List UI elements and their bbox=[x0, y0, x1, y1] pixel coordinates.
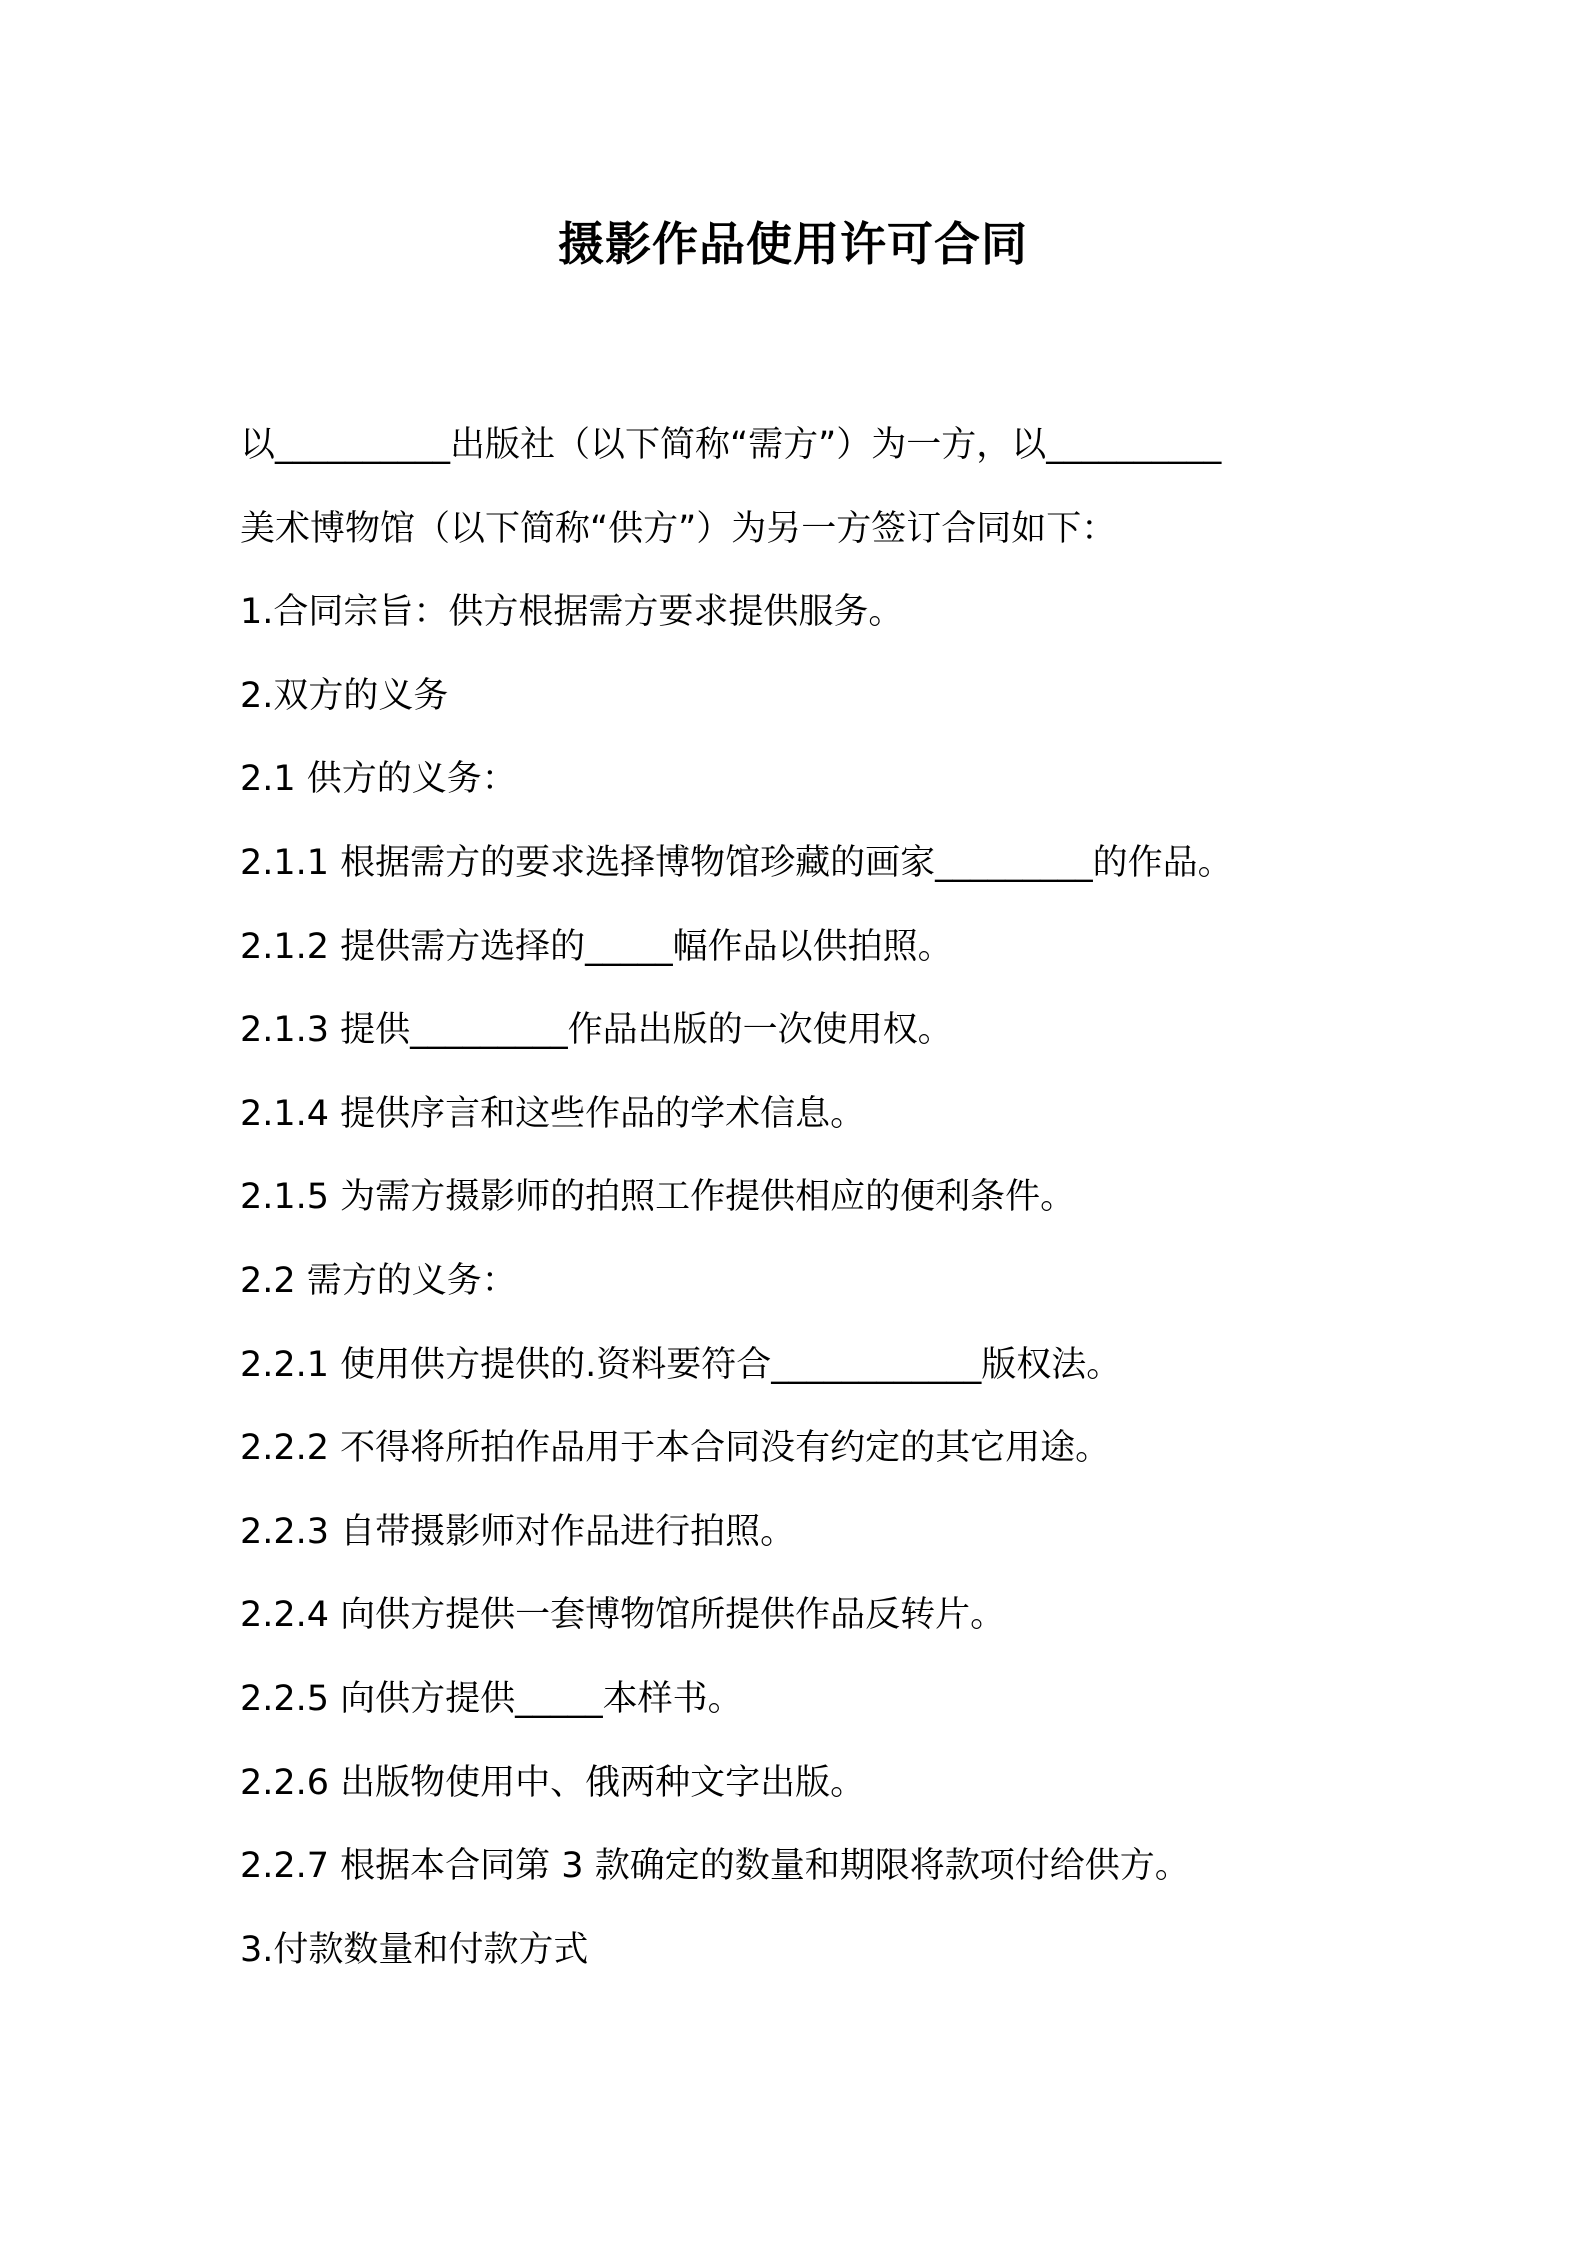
clause-2-2-4: 2.2.4 向供方提供一套博物馆所提供作品反转片。 bbox=[240, 1595, 1006, 1636]
document-title: 摄影作品使用许可合同 bbox=[558, 217, 1028, 271]
clause-2-1-heading: 2.1 供方的义务： bbox=[240, 759, 517, 800]
clause-2-2-7: 2.2.7 根据本合同第 3 款确定的数量和期限将款项付给供方。 bbox=[240, 1846, 1190, 1887]
clause-2-2-2: 2.2.2 不得将所拍作品用于本合同没有约定的其它用途。 bbox=[240, 1428, 1111, 1469]
clause-2-1-2: 2.1.2 提供需方选择的_____幅作品以供拍照。 bbox=[240, 926, 953, 967]
clause-2-heading: 2.双方的义务 bbox=[240, 675, 449, 716]
clause-3-heading: 3.付款数量和付款方式 bbox=[240, 1929, 589, 1970]
intro-line-1: 以__________出版社（以下简称“需方”）为一方，以__________ bbox=[240, 425, 1222, 465]
clause-2-2-6: 2.2.6 出版物使用中、俄两种文字出版。 bbox=[240, 1762, 866, 1803]
clause-2-2-3: 2.2.3 自带摄影师对作品进行拍照。 bbox=[240, 1511, 796, 1552]
clause-2-2-5: 2.2.5 向供方提供_____本样书。 bbox=[240, 1678, 743, 1719]
clause-1: 1.合同宗旨：供方根据需方要求提供服务。 bbox=[240, 592, 904, 633]
clause-2-2-1: 2.2.1 使用供方提供的.资料要符合____________版权法。 bbox=[240, 1344, 1122, 1385]
clause-2-1-4: 2.1.4 提供序言和这些作品的学术信息。 bbox=[240, 1093, 866, 1134]
clause-2-1-1: 2.1.1 根据需方的要求选择博物馆珍藏的画家_________的作品。 bbox=[240, 842, 1233, 883]
intro-line-2: 美术博物馆（以下简称“供方”）为另一方签订合同如下： bbox=[240, 508, 1117, 549]
clause-2-2-heading: 2.2 需方的义务： bbox=[240, 1260, 517, 1301]
clause-2-1-5: 2.1.5 为需方摄影师的拍照工作提供相应的便利条件。 bbox=[240, 1177, 1076, 1218]
clause-2-1-3: 2.1.3 提供_________作品出版的一次使用权。 bbox=[240, 1010, 953, 1051]
document-body bbox=[240, 404, 1380, 1992]
